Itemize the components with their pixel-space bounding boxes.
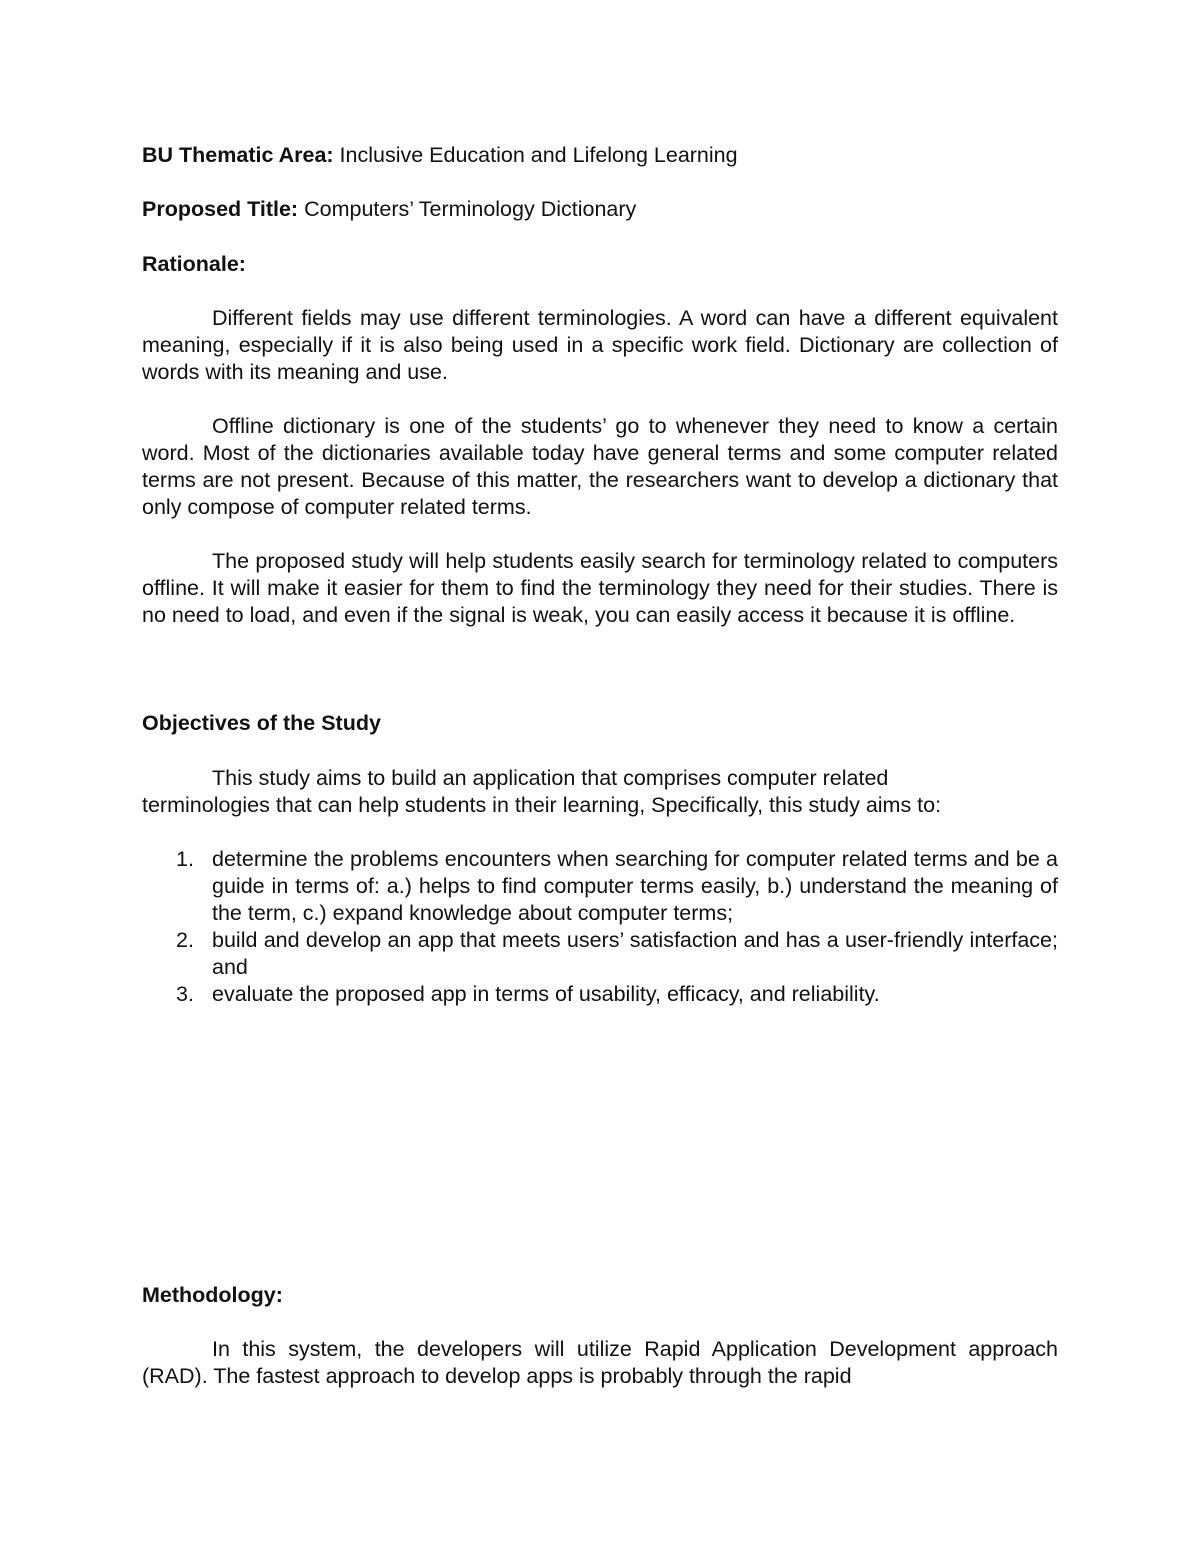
list-item-number: 2. — [176, 928, 194, 952]
rationale-paragraph-1: Different fields may use different terminologies. A word can have a different equivalent meaning, especially if it is also being used in a specific work field. Dictionary are collection of words with its meaning and use. — [142, 306, 1058, 384]
document-page — [142, 0, 1058, 1553]
thematic-area-label: BU Thematic Area: — [142, 143, 334, 167]
list-item-text: build and develop an app that meets users’ satisfaction and has a user-friendly interface; and — [212, 928, 1058, 979]
methodology-paragraph: In this system, the developers will utilize Rapid Application Development approach (RAD). The fastest approach to develop apps is probably through the rapid — [142, 1337, 1058, 1388]
thematic-area-value: Inclusive Education and Lifelong Learning — [339, 143, 738, 167]
thematic-area-line — [142, 142, 738, 169]
rationale-paragraph-2: Offline dictionary is one of the students’ go to whenever they need to know a certain word. Most of the dictionaries available today have general terms and some computer related terms are not present. Because of this matter, the researchers want to develop a dictionary that only compose of computer related terms. — [142, 414, 1058, 519]
objectives-list — [142, 846, 1058, 1008]
list-item-text: determine the problems encounters when searching for computer related terms and be a guide in terms of: a.) helps to find computer terms easily, b.) understand the meaning of the term, c.) expand knowledge about computer terms; — [212, 847, 1058, 925]
proposed-title-line — [142, 196, 636, 223]
list-item-text: evaluate the proposed app in terms of usability, efficacy, and reliability. — [212, 982, 880, 1006]
rationale-paragraph-3: The proposed study will help students easily search for terminology related to computers offline. It will make it easier for them to find the terminology they need for their studies. There is no need to load, and even if the signal is weak, you can easily access it because it is offline. — [142, 549, 1058, 627]
rationale-heading: Rationale: — [142, 252, 246, 276]
list-item-number: 3. — [176, 982, 194, 1006]
list-item-number: 1. — [176, 847, 194, 871]
list-item — [142, 981, 1058, 1008]
proposed-title-value: Computers’ Terminology Dictionary — [304, 197, 637, 221]
objectives-heading: Objectives of the Study — [142, 711, 381, 735]
methodology-heading: Methodology: — [142, 1283, 283, 1307]
list-item — [142, 927, 1058, 981]
list-item — [142, 846, 1058, 927]
proposed-title-label: Proposed Title: — [142, 197, 299, 221]
objectives-intro: This study aims to build an application that comprises computer related terminologies that can help students in their learning, Specifically, this study aims to: — [142, 766, 942, 817]
